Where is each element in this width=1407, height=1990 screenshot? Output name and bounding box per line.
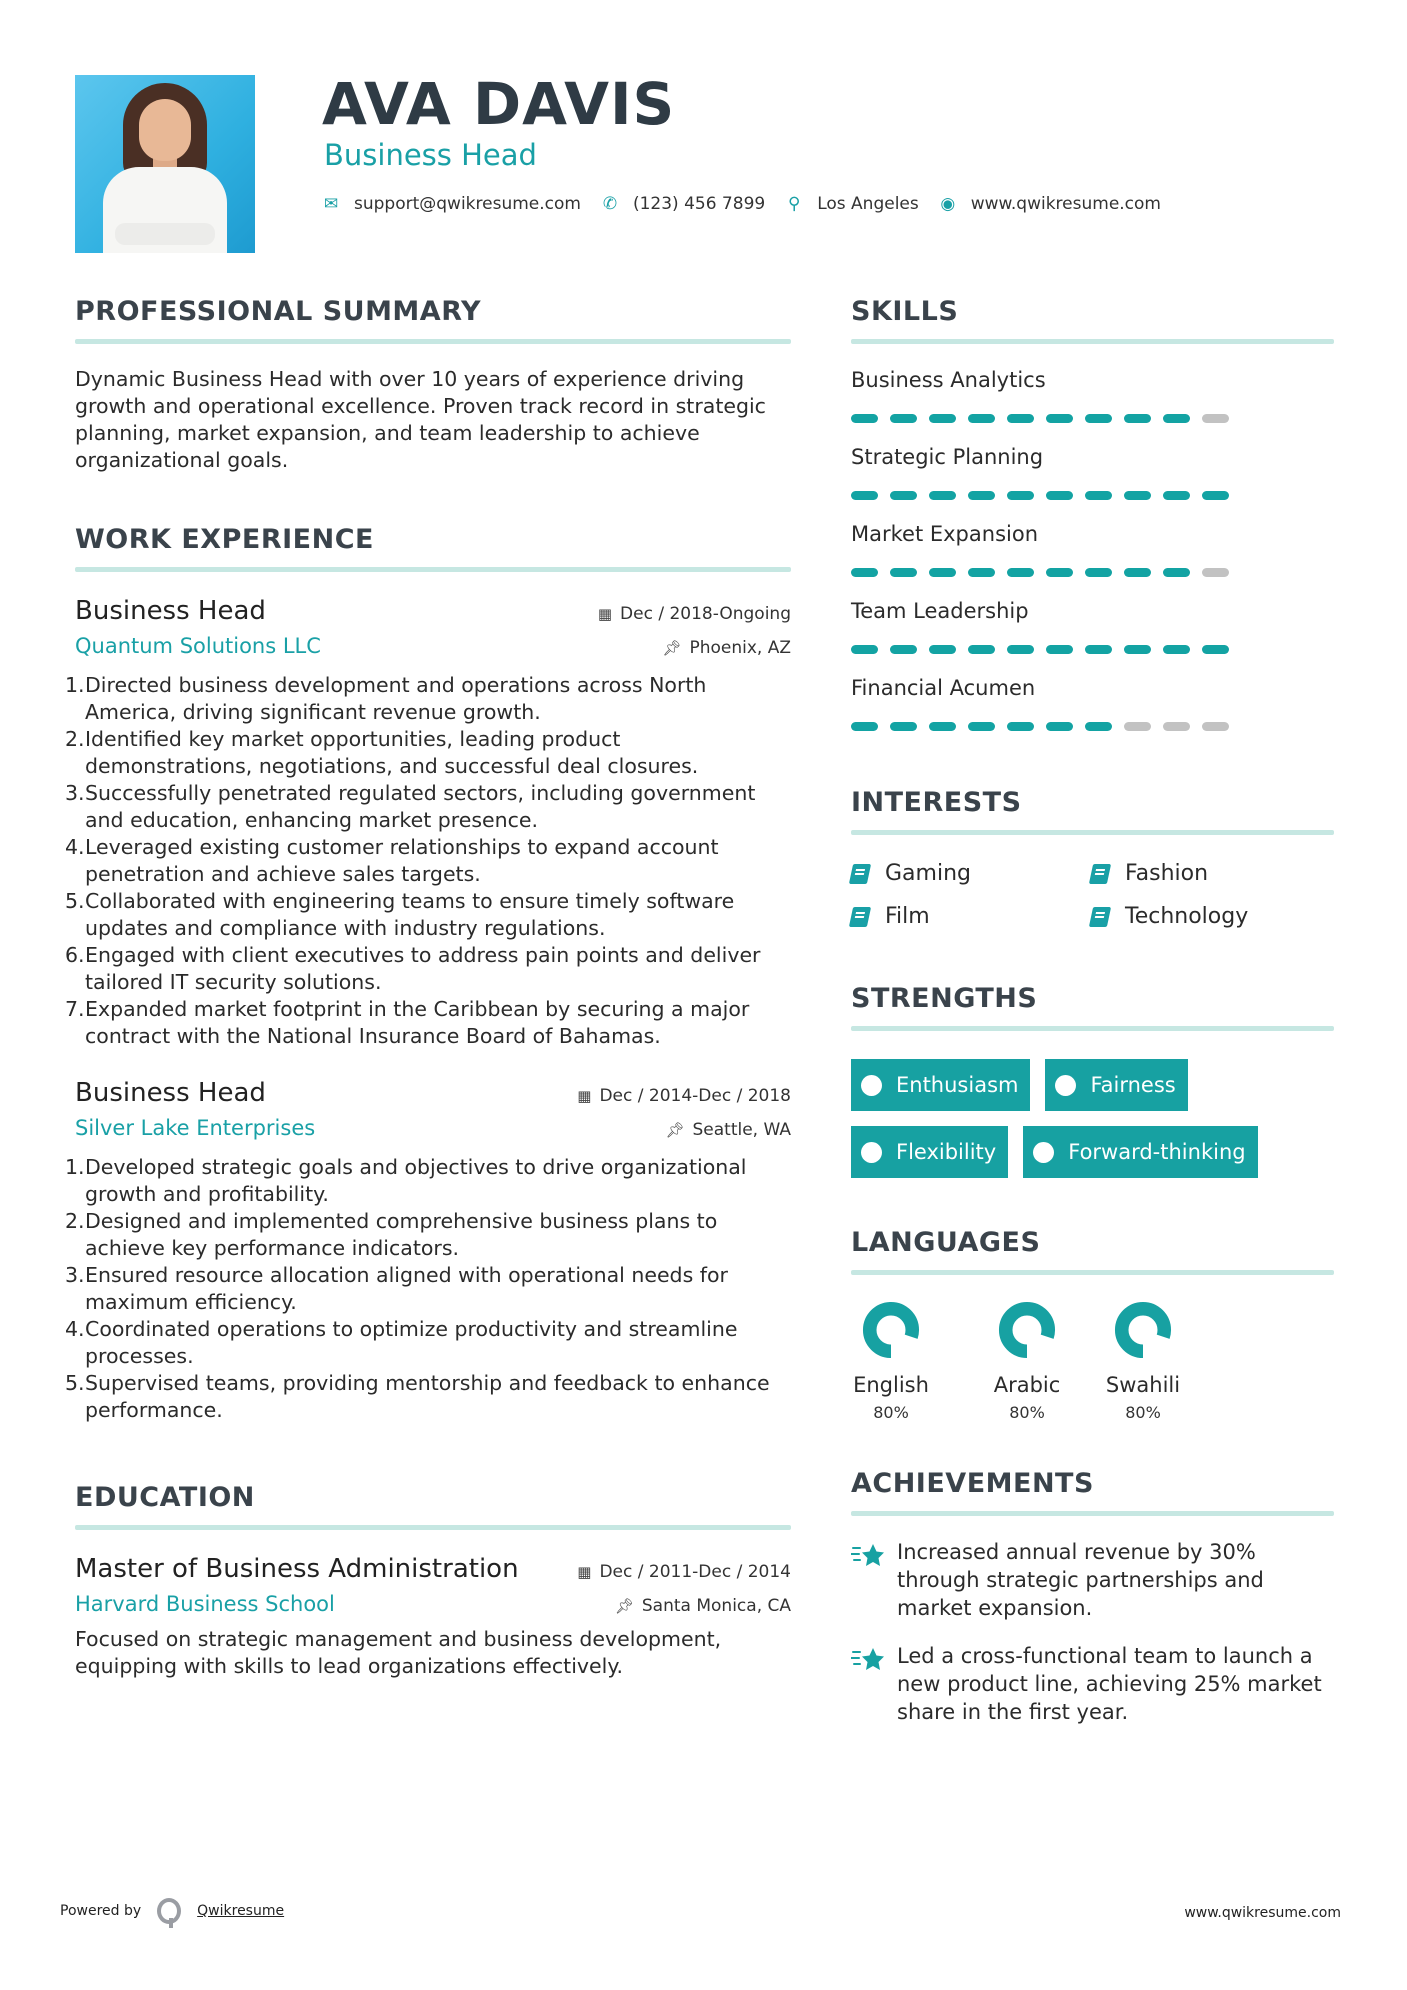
right-column	[851, 296, 1334, 1726]
list-item: 1. Developed strategic goals and objectives to drive organizational growth and profitability.	[65, 1155, 747, 1206]
left-column	[65, 296, 791, 1680]
job-title: Business Head	[75, 1078, 266, 1108]
contact-email[interactable]: ✉ support@qwikresume.com	[323, 194, 581, 214]
job-bullets	[65, 672, 791, 1050]
candidate-name: AVA DAVIS	[322, 70, 676, 138]
book-icon	[1089, 864, 1111, 884]
section-heading: WORK EXPERIENCE	[75, 524, 374, 555]
section-heading: SKILLS	[851, 296, 959, 327]
list-item: 3. Successfully penetrated regulated sectors, including government and education, enhancing market presence.	[65, 781, 756, 832]
footer-website-link[interactable]: www.qwikresume.com	[1184, 1905, 1341, 1921]
job-dates: Dec / 2014-Dec / 2018	[599, 1086, 791, 1106]
achievement-item: Led a cross-functional team to launch a new product line, achieving 25% market share in the first year.	[851, 1642, 1334, 1726]
job-location: Seattle, WA	[692, 1120, 791, 1140]
interest-item: Technology	[1091, 904, 1331, 929]
interests-section	[851, 787, 1334, 929]
language-item: Arabic 80%	[967, 1301, 1087, 1422]
company-name: Silver Lake Enterprises	[75, 1116, 316, 1140]
book-icon	[1089, 907, 1111, 927]
section-heading: EDUCATION	[75, 1482, 255, 1513]
section-heading: PROFESSIONAL SUMMARY	[75, 296, 482, 327]
strength-badge: Fairness	[1045, 1059, 1187, 1111]
shooting-star-icon	[851, 1542, 887, 1568]
job-entry	[65, 1078, 791, 1424]
list-item: 4. Coordinated operations to optimize productivity and streamline processes.	[65, 1317, 738, 1368]
job-entry	[65, 596, 791, 1050]
skill-name: Team Leadership	[851, 599, 1029, 623]
strength-badge: Enthusiasm	[851, 1059, 1030, 1111]
globe-icon: ◉	[940, 194, 956, 214]
languages-section	[851, 1227, 1334, 1422]
calendar-icon: ▦	[597, 605, 613, 623]
skill-item	[851, 368, 1334, 423]
section-divider	[851, 830, 1334, 835]
section-divider	[75, 339, 791, 344]
skill-item	[851, 522, 1334, 577]
school-name: Harvard Business School	[75, 1592, 335, 1616]
calendar-icon: ▦	[577, 1563, 592, 1581]
contact-phone[interactable]: ✆ (123) 456 7899	[602, 194, 766, 214]
section-heading: LANGUAGES	[851, 1227, 1041, 1258]
book-icon	[849, 907, 871, 927]
summary-text: Dynamic Business Head with over 10 years of experience driving growth and operational excellence. Proven track record in strategic planning, market expansion, and team leadership to achieve organizational goals.	[75, 367, 766, 472]
footer-powered-by: Powered by Qwikresume	[60, 1898, 284, 1924]
contact-website[interactable]: ◉ www.qwikresume.com	[940, 194, 1161, 214]
qwikresume-logo-icon	[157, 1898, 181, 1924]
edu-location: Santa Monica, CA	[641, 1596, 791, 1616]
skill-name: Business Analytics	[851, 368, 1046, 392]
list-item: 2. Designed and implemented comprehensive business plans to achieve key performance indicators.	[65, 1209, 718, 1260]
skill-item	[851, 445, 1334, 500]
skill-level-meter	[851, 645, 1334, 654]
gear-icon	[1057, 1077, 1074, 1094]
section-divider	[851, 1270, 1334, 1275]
pushpin-icon: 📌︎	[614, 1597, 634, 1615]
section-heading: ACHIEVEMENTS	[851, 1468, 1094, 1499]
skill-level-meter	[851, 722, 1334, 731]
strength-badge: Flexibility	[851, 1126, 1008, 1178]
section-heading: STRENGTHS	[851, 983, 1038, 1014]
section-heading: INTERESTS	[851, 787, 1022, 818]
list-item: 3. Ensured resource allocation aligned with operational needs for maximum efficiency.	[65, 1263, 728, 1314]
progress-ring-icon	[1114, 1301, 1172, 1359]
list-item: 7. Expanded market footprint in the Caribbean by securing a major contract with the National Insurance Board of Bahamas.	[65, 997, 750, 1048]
envelope-icon: ✉	[323, 194, 339, 214]
list-item: 6. Engaged with client executives to address pain points and deliver tailored IT security solutions.	[65, 943, 761, 994]
job-title: Business Head	[75, 596, 266, 626]
summary-section	[75, 296, 791, 474]
skills-section	[851, 296, 1334, 731]
pushpin-icon: 📌︎	[662, 639, 682, 657]
pushpin-icon: 📌︎	[665, 1121, 685, 1139]
progress-ring-icon	[998, 1301, 1056, 1359]
book-icon	[849, 864, 871, 884]
skill-name: Strategic Planning	[851, 445, 1044, 469]
skill-level-meter	[851, 414, 1334, 423]
list-item: 1. Directed business development and operations across North America, driving significant revenue growth.	[65, 673, 707, 724]
language-item: English 80%	[851, 1301, 931, 1422]
interest-item: Film	[851, 904, 1091, 929]
edu-dates: Dec / 2011-Dec / 2014	[599, 1562, 791, 1582]
strength-badge: Forward-thinking	[1023, 1126, 1257, 1178]
section-divider	[851, 1026, 1334, 1031]
list-item: 4. Leveraged existing customer relationships to expand account penetration and achieve sales targets.	[65, 835, 719, 886]
list-item: 5. Supervised teams, providing mentorship and feedback to enhance performance.	[65, 1371, 770, 1422]
section-divider	[75, 1525, 791, 1530]
edu-description: Focused on strategic management and business development, equipping with skills to lead organizations effectively.	[75, 1627, 722, 1678]
interest-item: Gaming	[851, 861, 1091, 886]
gear-icon	[863, 1144, 880, 1161]
job-dates: Dec / 2018-Ongoing	[620, 604, 791, 624]
section-divider	[851, 1511, 1334, 1516]
skill-item	[851, 676, 1334, 731]
list-item: 5. Collaborated with engineering teams to ensure timely software updates and compliance with industry regulations.	[65, 889, 735, 940]
experience-section	[65, 524, 791, 1424]
candidate-title: Business Head	[324, 138, 537, 172]
skill-name: Financial Acumen	[851, 676, 1036, 700]
contact-location: ⚲ Los Angeles	[785, 194, 919, 214]
list-item: 2. Identified key market opportunities, leading product demonstrations, negotiations, and successful deal closures.	[65, 727, 699, 778]
job-bullets	[65, 1154, 791, 1424]
language-item: Swahili 80%	[1083, 1301, 1203, 1422]
education-section	[75, 1482, 791, 1680]
phone-icon: ✆	[602, 194, 618, 214]
profile-photo	[75, 75, 255, 253]
gear-icon	[863, 1077, 880, 1094]
progress-ring-icon	[862, 1301, 920, 1359]
job-location: Phoenix, AZ	[689, 638, 791, 658]
map-pin-icon: ⚲	[787, 194, 801, 214]
skill-item	[851, 599, 1334, 654]
skill-level-meter	[851, 568, 1334, 577]
section-divider	[851, 339, 1334, 344]
brand-link[interactable]: Qwikresume	[197, 1903, 285, 1919]
shooting-star-icon	[851, 1646, 887, 1672]
calendar-icon: ▦	[577, 1087, 592, 1105]
achievement-item: Increased annual revenue by 30% through strategic partnerships and market expansion.	[851, 1538, 1334, 1622]
contact-bar	[322, 194, 1181, 214]
skill-level-meter	[851, 491, 1334, 500]
section-divider	[75, 567, 791, 572]
degree-title: Master of Business Administration	[75, 1554, 519, 1584]
achievements-section	[851, 1468, 1334, 1726]
strengths-section	[851, 983, 1334, 1193]
skill-name: Market Expansion	[851, 522, 1039, 546]
interest-item: Fashion	[1091, 861, 1331, 886]
company-name: Quantum Solutions LLC	[75, 634, 321, 658]
gear-icon	[1035, 1144, 1052, 1161]
